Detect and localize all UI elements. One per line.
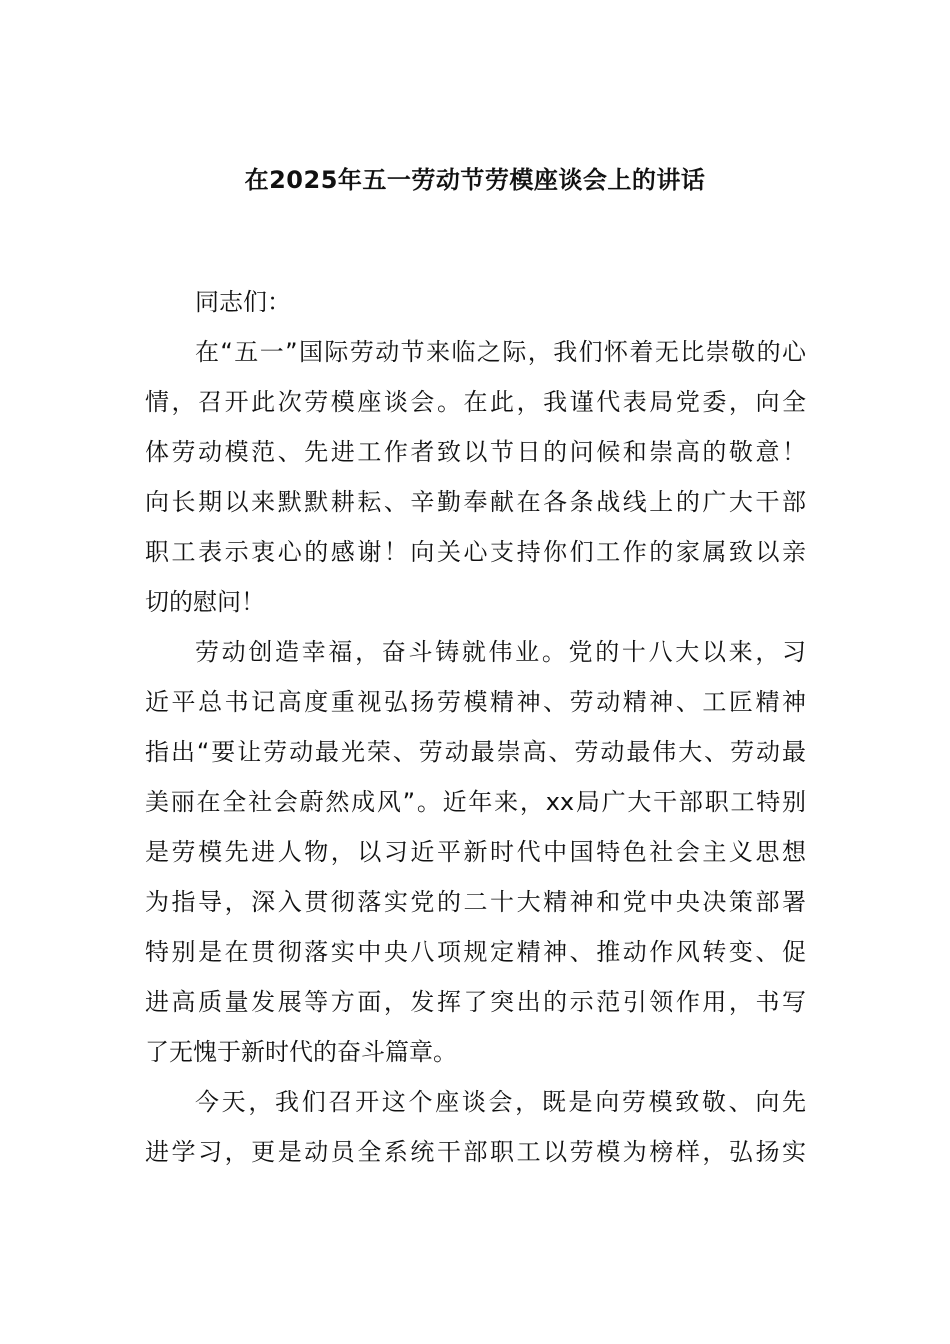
paragraph-line: 进学习，更是动员全系统干部职工以劳模为榜样，弘扬实 — [145, 1138, 806, 1166]
paragraph-line: 为指导，深入贯彻落实党的二十大精神和党中央决策部署 — [145, 888, 806, 916]
paragraph-line: 切的慰问！ — [145, 588, 265, 616]
salutation-line: 同志们： — [195, 288, 291, 316]
paragraph-line: 指出“要让劳动最光荣、劳动最崇高、劳动最伟大、劳动最 — [145, 738, 806, 766]
paragraph-line: 进高质量发展等方面，发挥了突出的示范引领作用，书写 — [145, 988, 806, 1016]
paragraph-line: 近平总书记高度重视弘扬劳模精神、劳动精神、工匠精神 — [145, 688, 806, 716]
document-body — [145, 277, 806, 1177]
paragraph-line: 劳动创造幸福，奋斗铸就伟业。党的十八大以来，习 — [195, 638, 806, 666]
paragraph-line: 体劳动模范、先进工作者致以节日的问候和崇高的敬意！ — [145, 438, 806, 466]
paragraph-line: 情，召开此次劳模座谈会。在此，我谨代表局党委，向全 — [145, 388, 806, 416]
paragraph-line: 向长期以来默默耕耘、辛勤奉献在各条战线上的广大干部 — [145, 488, 806, 516]
paragraph-line: 了无愧于新时代的奋斗篇章。 — [145, 1038, 457, 1066]
paragraph-line: 特别是在贯彻落实中央八项规定精神、推动作风转变、促 — [145, 938, 806, 966]
paragraph-line: 职工表示衷心的感谢！向关心支持你们工作的家属致以亲 — [145, 538, 806, 566]
document-title: 在2025年五一劳动节劳模座谈会上的讲话 — [244, 166, 706, 194]
paragraph-line: 美丽在全社会蔚然成风”。近年来，xx局广大干部职工特别 — [145, 788, 806, 816]
paragraph-line: 今天，我们召开这个座谈会，既是向劳模致敬、向先 — [195, 1088, 806, 1116]
paragraph-line: 是劳模先进人物，以习近平新时代中国特色社会主义思想 — [145, 838, 806, 866]
paragraph-line: 在“五一”国际劳动节来临之际，我们怀着无比崇敬的心 — [195, 338, 806, 366]
